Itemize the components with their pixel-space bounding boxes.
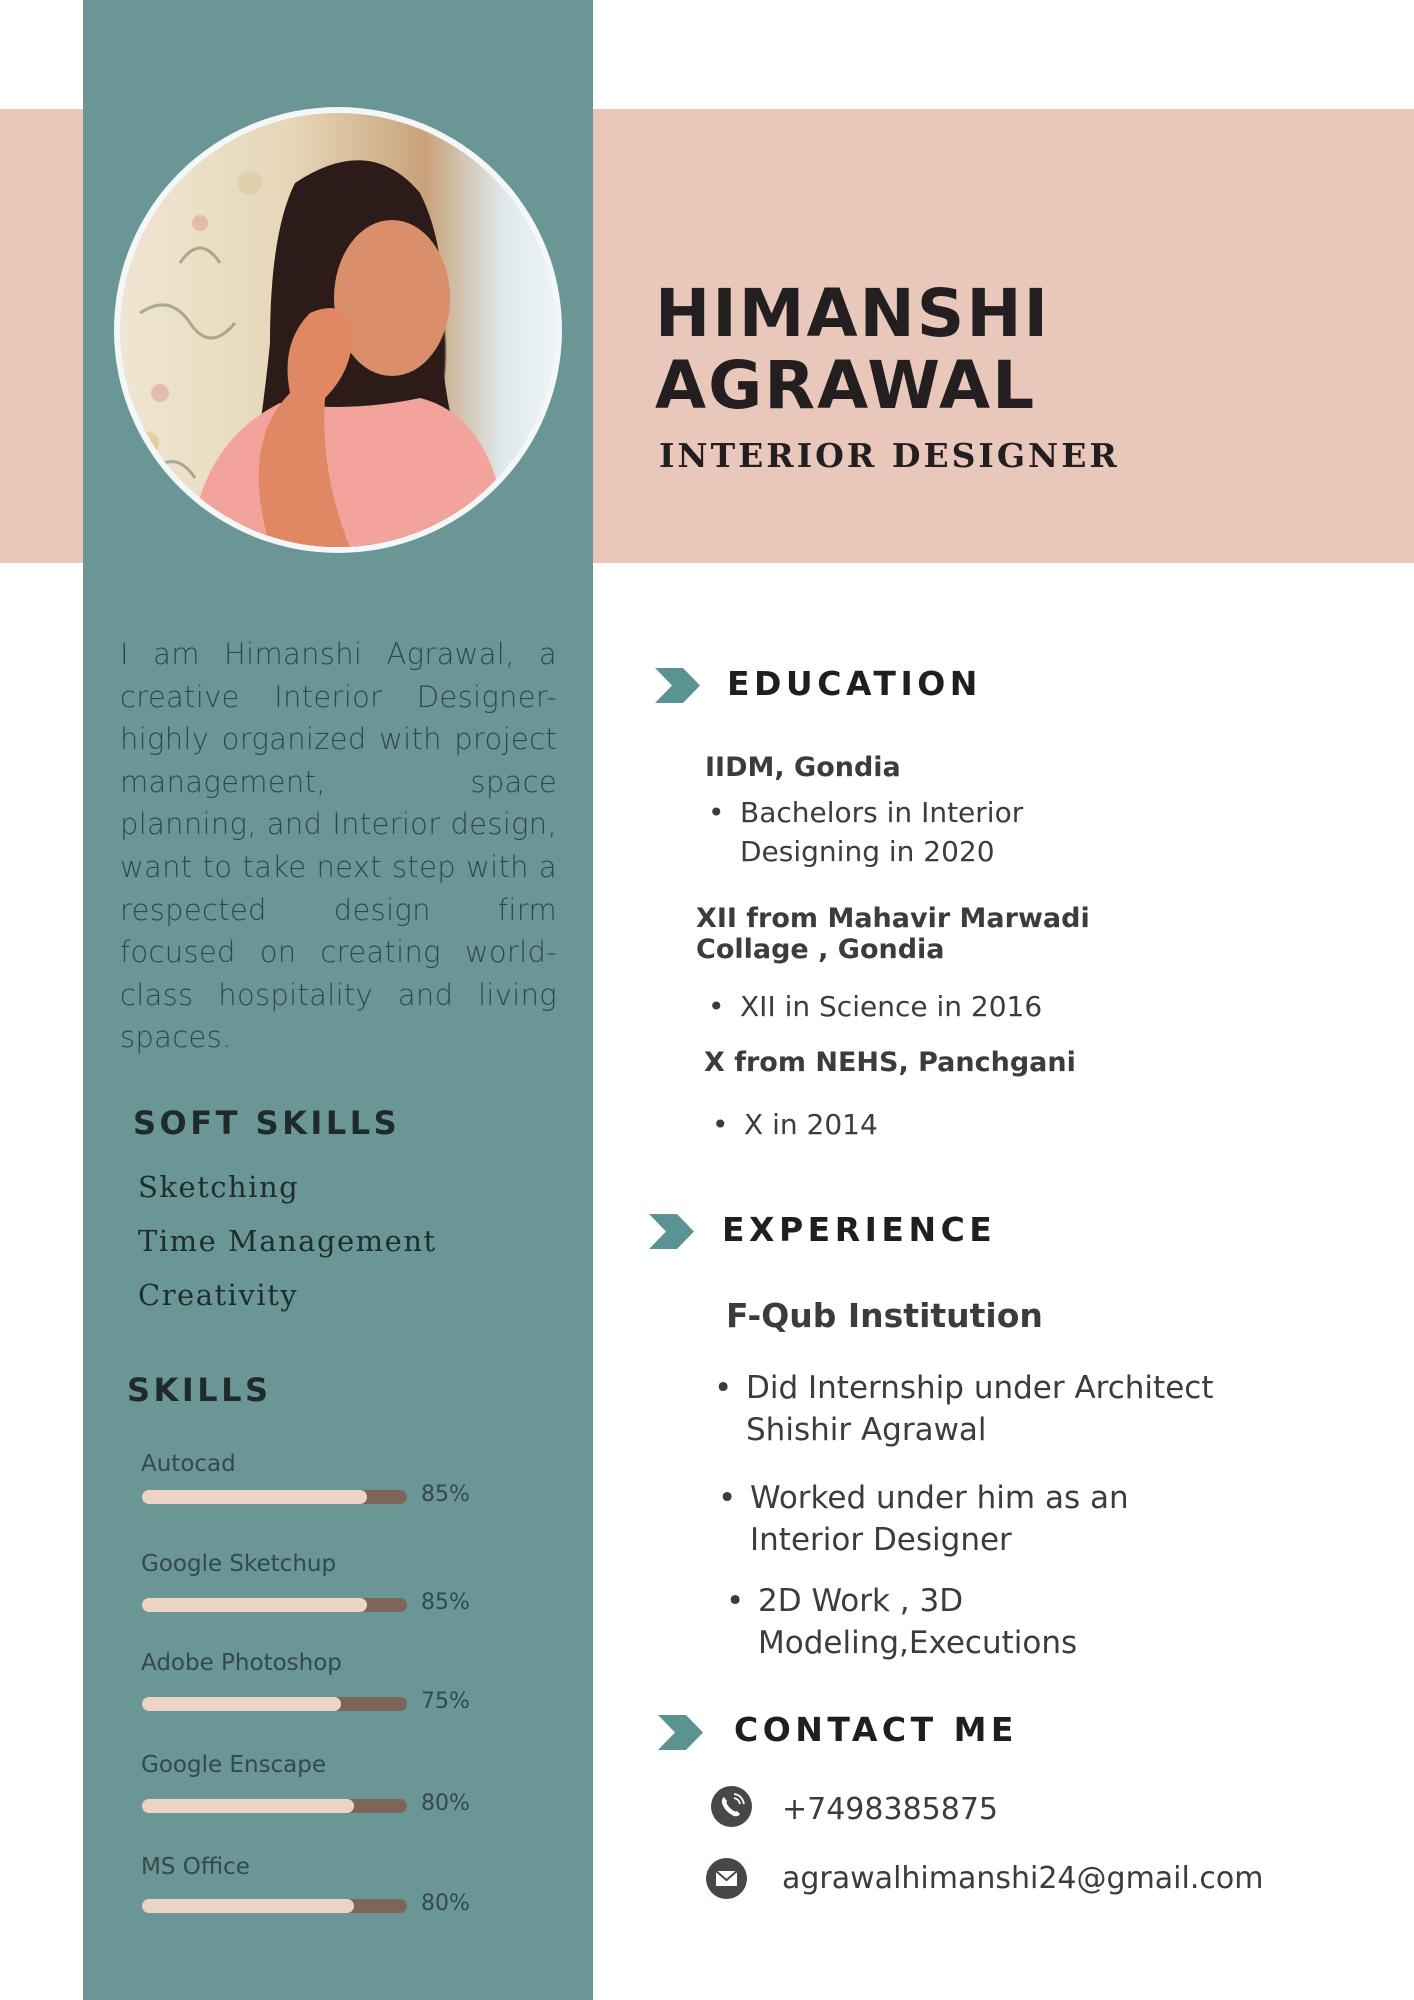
- skill-percent: 80%: [421, 1791, 470, 1816]
- chevron-right-icon: [658, 1715, 703, 1750]
- bullet-icon: •: [712, 1108, 729, 1141]
- bullet-icon: •: [726, 1583, 745, 1619]
- skill-percent: 85%: [421, 1590, 470, 1615]
- education-detail: • Bachelors in Interior Designing in 2020: [740, 793, 1023, 871]
- skill-progress-bar: [142, 1490, 407, 1504]
- education-institution: XII from Mahavir Marwadi Collage , Gondia: [696, 903, 1090, 965]
- skill-percent: 85%: [421, 1482, 470, 1507]
- skill-progress-fill: [142, 1899, 354, 1913]
- phone-number[interactable]: +7498385875: [782, 1792, 999, 1827]
- chevron-right-icon: [649, 1214, 694, 1249]
- soft-skill-item: Creativity: [138, 1278, 299, 1312]
- skill-label: Adobe Photoshop: [141, 1650, 342, 1676]
- profile-photo: [114, 107, 562, 553]
- education-institution: X from NEHS, Panchgani: [704, 1047, 1076, 1078]
- phone-icon: [711, 1786, 752, 1827]
- bullet-icon: •: [708, 796, 725, 829]
- education-detail: • XII in Science in 2016: [740, 987, 1042, 1026]
- photo-illustration: [120, 113, 556, 547]
- soft-skills-heading: SOFT SKILLS: [133, 1104, 401, 1142]
- soft-skill-item: Time Management: [138, 1224, 437, 1258]
- skill-progress-bar: [142, 1799, 407, 1813]
- skill-progress-bar: [142, 1598, 407, 1612]
- bullet-icon: •: [708, 990, 725, 1023]
- skill-label: MS Office: [141, 1854, 250, 1880]
- skill-label: Google Enscape: [141, 1752, 326, 1778]
- experience-bullet: • 2D Work , 3D Modeling,Executions: [758, 1580, 1077, 1664]
- bullet-icon: •: [718, 1480, 737, 1516]
- soft-skill-item: Sketching: [138, 1170, 300, 1204]
- education-heading: EDUCATION: [727, 664, 982, 703]
- email-address[interactable]: agrawalhimanshi24@gmail.com: [782, 1861, 1264, 1896]
- skill-progress-bar: [142, 1899, 407, 1913]
- experience-bullet: • Did Internship under Architect Shishir Agrawal: [746, 1367, 1213, 1451]
- skill-progress-bar: [142, 1697, 407, 1711]
- skill-progress-fill: [142, 1799, 354, 1813]
- skill-percent: 80%: [421, 1891, 470, 1916]
- experience-bullet: • Worked under him as an Interior Designer: [750, 1477, 1129, 1561]
- name-first: HIMANSHI: [655, 275, 1051, 352]
- education-detail: • X in 2014: [744, 1105, 878, 1144]
- skill-label: Autocad: [141, 1451, 236, 1477]
- experience-organization: F-Qub Institution: [726, 1296, 1043, 1335]
- skill-progress-fill: [142, 1598, 367, 1612]
- skill-label: Google Sketchup: [141, 1551, 337, 1577]
- candidate-name: [655, 275, 1051, 424]
- name-last: AGRAWAL: [655, 347, 1037, 424]
- experience-heading: EXPERIENCE: [722, 1210, 997, 1249]
- bullet-icon: •: [714, 1370, 733, 1406]
- education-institution: IIDM, Gondia: [705, 752, 901, 783]
- email-icon: [706, 1858, 747, 1899]
- skills-heading: SKILLS: [127, 1371, 272, 1409]
- job-title: INTERIOR DESIGNER: [659, 436, 1120, 475]
- skill-progress-fill: [142, 1697, 341, 1711]
- bio-paragraph: I am Himanshi Agrawal, a creative Interior Designer- highly organized with project management, space planning, and Interior design, want to take next step with a respected design firm focused on creating world-class hospitality and living spaces.: [120, 637, 557, 1055]
- skill-percent: 75%: [421, 1689, 470, 1714]
- contact-heading: CONTACT ME: [734, 1710, 1018, 1749]
- skill-progress-fill: [142, 1490, 367, 1504]
- chevron-right-icon: [655, 668, 700, 703]
